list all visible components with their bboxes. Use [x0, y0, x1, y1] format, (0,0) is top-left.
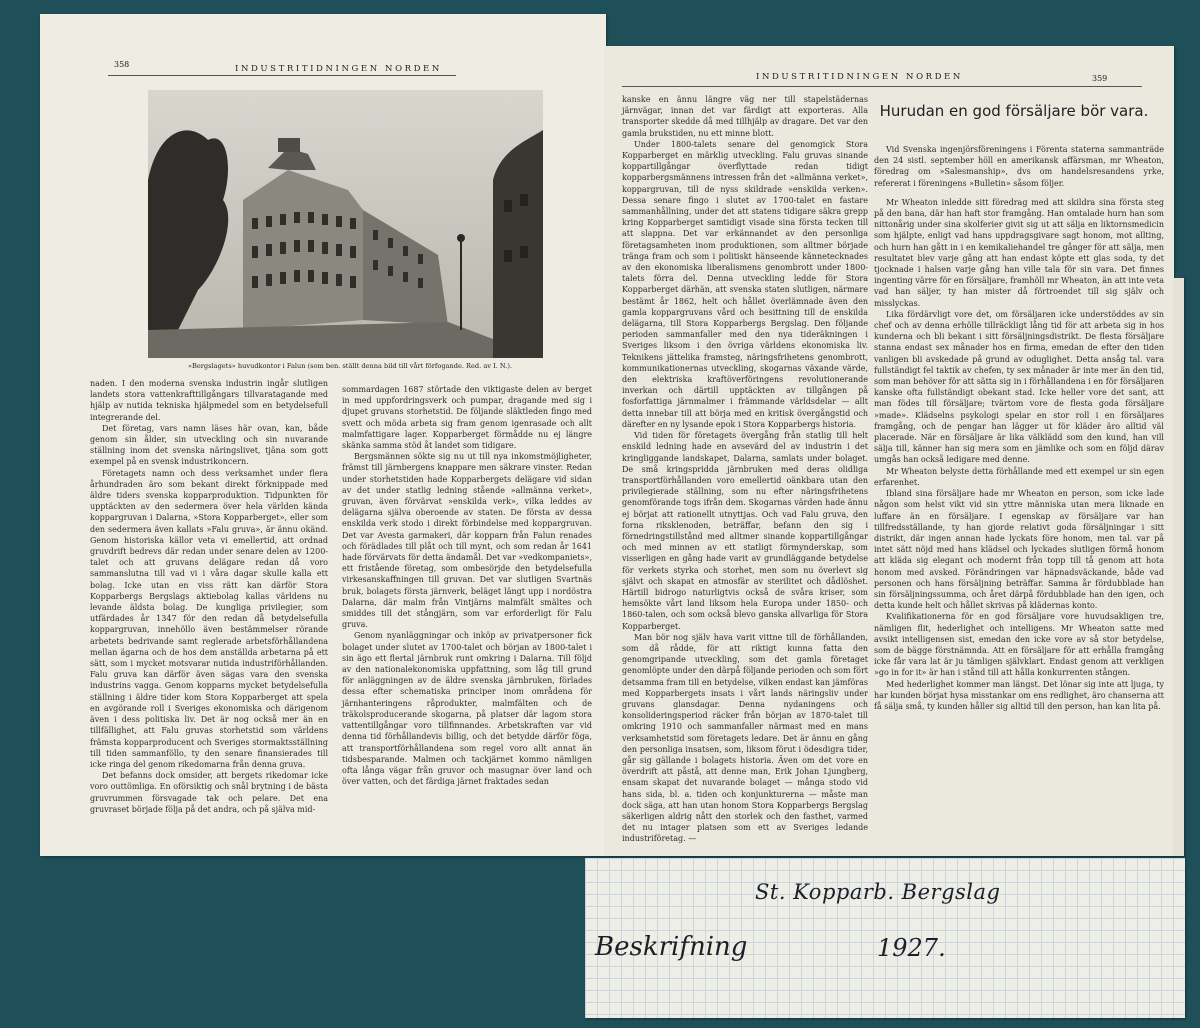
handwritten-year-note: 1927. [877, 934, 946, 962]
paragraph: Vid tiden för företagets övergång från statlig till helt enskild ledning hade en avsevärd del av industrin i det kringliggande landskapet, Dalarna, samlats under bolaget. De små kringspridda järnbruken med deras olidliga transportförhållanden voro emellertid oänkbara utan den privilegierade ställning, som nu efter näringsfrihetens genomförande togs ifrån dem. Skogarnas värden hade ännu ej börjat att rationellt utnyttjas. Och vad Falu gruva, den forna riksklenoden, beträffar, befann den sig i förnedringstillstånd med alltmer sinande koppartillgångar och med minnen av ett statligt förmynderskap, som visserligen en gång hade varit av grundläggande betydelse för verkets styrka och storhet, men som nu överlevt sig självt och skapat en atmosfär av sterilitet och dådlöshet. Härtill bidrogo naturligtvis också de svåra kriser, som hemsökte vårt land liksom hela Europa under 1850- och 1860-talen, och som också blevo ganska allvarliga för Stora Kopparberget. [622, 431, 868, 631]
left-page-column-1 [90, 378, 328, 818]
clipping-page-358 [40, 14, 606, 856]
paragraph: Mr Wheaton belyste detta förhållande med ett exempel ur sin egen erfarenhet. [874, 466, 1164, 487]
page-edge-strip [1174, 278, 1184, 856]
paragraph: Bergsmännen sökte sig nu ut till nya inkomstmöjligheter, främst till järnbergens knappare men säkrare vinster. Redan under storhetstiden hade Kopparbergets delägare vid sidan av det under statlig ledning stående »allmänna verket», gruvan, även förvärvat »enskilda verk», vilka leddes av delägarna själva oberoende av staten. De första av dessa enskilda verk stodo i direkt förbindelse med koppargruvan. Det var Avesta garmakeri, där kopparn från Falun renades och förädlades till plåt och till mynt, och som redan år 1641 hade förvärvats för detta ändamål. Det var »vedkompaniets», ett fristående företag, som ombesörjde den betydelsefulla virkesanskaffningen till gruvan. Det var slutligen Svartnäs bruk, bolagets första järnverk, beläget längt upp i nordöstra Dalarna, där malm från Vintjärns malmfält smältes och smiddes till det stångjärn, som var erforderligt för Falu gruva. [342, 452, 592, 630]
paragraph: Det befanns dock omsider, att bergets rikedomar icke voro outtömliga. En oförsiktig och snål brytning i de bästa gruvrummen försvagade tak och pelare. Det ena gruvraset började följa på det andra, och på själva mid- [90, 771, 328, 814]
middle-page-column-1 [622, 94, 868, 844]
paragraph: Genom nyanläggningar och inköp av privatpersoner fick bolaget under slutet av 1700-talet och början av 1800-talet i sin ägo ett flertal järnbruk runt omkring i Dalarna. Till följd av den nationalekonomiska uppfattning, som låg till grund för anläggningen av de äldre svenska järnbruken, förlades dessa efter schematiska principer inom områdena för järnhanteringens råprodukter, malmfälten och de träkolsproducerande skogarna, på platser där lagom stora vattentillgångar voro tillfinnandes. Arbetskraften var vid denna tid förhållandevis billig, och det betydde därför föga, att transportförhållandena som regel voro allt annat än tidsbesparande. Malmen och tackjärnet kommo nämligen ofta långa vägar från gruvor och masugnar över land och över vatten, och det färdiga järnet fraktades sedan [342, 631, 592, 787]
clipping-page-359 [606, 46, 1174, 856]
photo-illustration [148, 90, 543, 358]
paragraph: Vid Svenska ingenjörsföreningens i Förenta staterna sammanträde den 24 sistl. september höll en amerikansk affärsman, mr Wheaton, föredrag om »Salesmanship», dvs om handelsresandens yrke, refererat i föreningens »Bulletin» såsom följer. [874, 145, 1164, 188]
paragraph: Det företag, vars namn läses här ovan, kan, både genom sin ålder, sin utveckling och sin nuvarande ställning inom det svenska näringslivet, tjäna som gott exempel på en svensk industrikoncern. [90, 423, 328, 467]
paragraph: sommardagen 1687 störtade den viktigaste delen av berget in med uppfordringsverk och pumpar, dragande med sig i djupet gruvans storhetstid. De följande släktleden fingo med svett och möda arbeta sig fram genom igenrasade och allt malmfattigare lager. Kopparberget förmådde nu ej längre skänka samma stöd åt landet som tidigare. [342, 385, 592, 451]
paragraph: Lika fördärvligt vore det, om försäljaren icke understöddes av sin chef och av denna erhölle tillräckligt lång tid för att arbeta sig in hos kunderna och bli bekant i sitt försäljningsdistrikt. De flesta försäljare stanna endast sex månader hos en firma, emedan de efter den tiden vanligen bli avskedade på grund av oduglighet. Detta ansåg tal. vara fullständigt fel taktik av chefen, ty sex månader är inte mer än den tid, som man behöver för att sätta sig in i förhållandena i en för försäljaren kanske ofta fullständigt obekant stad. Icke heller vore det sant, att man födes till försäljare; tvärtom vore de flesta goda försäljare »made». Klädselns psykologi spelar en stor roll i en försäljares framgång, och de pengar han lägger ut för kläder äro alltid väl placerade. När en försäljare är lika välklädd som den kund, han vill sälja till, känner han sig mera som en jämlike och som en följd därav umgås han också ledigare med denne. [874, 309, 1164, 465]
paragraph: Företagets namn och dess verksamhet under flera århundraden äro som bekant direkt förknippade med äldre tiders svenska kopparproduktion. Tidpunkten för upptäckten av den sedermera över hela världen kända koppargruvan i Dalarna, »Stora Kopparberget», eller som den sedermera även kallats »Falu gruva», är ännu okänd. Genom historiska källor veta vi emellertid, att ordnad gruvdrift bedrevs där redan under senare delen av 1200-talet och att gruvans delägare redan då voro sammanslutna till vad vi i våra dagar skulle kalla ett bolag. Icke utan en viss rätt kan därför Stora Kopparbergs Bergslags aktiebolag kallas världens nu levande äldsta bolag. De kungliga privilegier, som utfärdades år 1347 för den redan då betydelsefulla koppargruvan, innehöllo även bestämmelser rörande arbetets bedrivande samt reglerade arbetsförhållandena mellan ägarna och de hos dem anställda arbetarna på ett sätt, som i mycket motsvarar nutida industriförhållanden. Falu gruva kan därför även sägas vara den svenska industrins vagga. Genom kopparns mycket betydelsefulla ställning i äldre tider kom Stora Kopparberget att spela en avgörande roll i Sveriges ekonomiska och därigenom även i dess politiska liv. Det är nog också mer än en tillfällighet, att Falu gruvas storhetstid som världens främsta kopparproducent och Sveriges stormaktsställning till tiden sammanföllo, ty den senare finansierades till icke ringa del genom rikedomarna från denna gruva. [90, 468, 328, 769]
header-rule-right [622, 86, 1142, 87]
left-page-column-2 [342, 384, 592, 787]
page-number-right: 359 [1092, 74, 1108, 83]
paragraph: Under 1800-talets senare del genomgick Stora Kopparberget en märklig utveckling. Falu gruvas sinande koppartillgångar överflyttade redan tidigt kopparbergsmännens intressen från det »allmänna verket», koppargruvan, till de nyss skildrade »enskilda verken». Dessa senare fingo i slutet av 1700-talet en fastare sammanhållning, under det att statens tidigare säkra grepp kring Kopparberget samtidigt visade sina första tecken till att slappna. Det var erkännandet av den personliga företagsamheten inom produktionen, som alltmer började tränga fram och som i politiskt hänseende kännetecknades av den ekonomiska liberalismens genombrott under 1800-talets förra del. Denna utveckling ledde för Stora Kopparberget därhän, att svenska staten slutligen, närmare bestämt år 1862, helt och hållet överlämnade även den gamla koppargruvans vård och besittning till de enskilda delägarna, till Stora Kopparbergs Bergslag. Den följande perioden sammanfaller med den nya tideräkningen i Sveriges liksom i den övriga världens ekonomiska liv. Teknikens jättelika framsteg, näringsfrihetens genombrott, kommunikationernas utveckling, skogarnas växande värde, den elektriska kraftöverföringens revolutionerande inverkan och därtill upptäckten av tillgången på fosforfattiga järnmalmer i främmande världsdelar — allt detta innebar till att börja med en kritisk övergångstid och därefter en ny lysande epok i Stora Kopparbergs historia. [622, 139, 868, 429]
page-number-left: 358 [114, 60, 130, 69]
bergslaget-headquarters-photo [148, 90, 543, 358]
paragraph: Mr Wheaton inledde sitt föredrag med att skildra sina första steg på den bana, där han haft stor framgång. Han omtalade hurn han som nittonårig under sina skolferier givit sig ut att sälja en liktornsmedicin som hjälpte, enligt vad hans uppdragsgivare sagt honom, mot allting, och hurn han gått in i en kemikaliehandel tre gånger för att sälja, men resultatet blev varje gång att han endast köpte ett glas soda, ty det tjocknade i halsen varje gång han ville tala för sin vara. Det finnes ingenting värre för en försäljare, framhöll mr Wheaton, än att inte veta vad han säljer, ty han mister då förtroendet till sig själv och misslyckas. [874, 197, 1164, 308]
middle-page-column-2 [874, 144, 1164, 844]
photo-caption: »Bergslagets» huvudkontor i Falun (som ben. ställt denna bild till vårt förfogande. Red. av I. N.). [187, 362, 512, 370]
paragraph: Kvalifikationerna för en god försäljare vore huvudsakligen tre, nämligen flit, hederlighet och intelligens. Mr Wheaton satte med avsikt intelligensen sist, emedan den icke vore av så stor betydelse, som de bägge förstnämnda. Att en försäljare för att erhålla framgång icke får vara lat är ju tämligen självklart. Endast genom att verkligen »go in for it» är han i stånd till att hålla konkurrenten stången. [874, 612, 1164, 678]
article-title: Hurudan en god försäljare bör vara. [879, 102, 1149, 120]
paragraph: Med hederlighet kommer man längst. Det lönar sig inte att ljuga, ty har kunden börjat hysa misstankar om ens redlighet, äro chanserna att få sälja små, ty kunden håller sig alltid till den person, han kan lita på. [874, 679, 1164, 711]
running-header-left: INDUSTRITIDNINGEN NORDEN [235, 64, 442, 74]
paragraph: Ibland sina försäljare hade mr Wheaton en person, som icke lade någon som helst vikt vid sin yttre människa utan mera liknade en luffare än en försäljare. I egenskap av försäljare var han tillfredsställande, ty han gjorde relativt goda försäljningar i sitt distrikt, där ingen annan hade lyckats före honom, men tal. var på intet sätt nöjd med hans klädsel och lyckades slutligen förmå honom att kläda sig elegant och modernt från topp till tå genom att hota honom med avsked. Förändringen var häpnadsväckande, både vad personen och hans försäljning beträffar. Samma år fördubblade han sin försäljningssumma, och året därpå fördubblade han den igen, och detta kunde helt och hållet skrivas på klädernas konto. [874, 489, 1164, 611]
paragraph: kanske en ännu längre väg ner till stapelstädernas järnvägar, innan det var färdigt att exporteras. Alla transporter skedde då med tillhjälp av dragare. Det var den gamla brukstiden, nu ett minne blott. [622, 95, 868, 138]
paragraph: Man bör nog själv hava varit vittne till de förhållanden, som då rådde, för att riktigt kunna fatta den genomgripande utveckling, som det gamla företaget genomlöpte under den därpå följande perioden och som fört detsamma fram till en betydelse, vilken endast kan jämföras med Kopparbergets insats i vårt lands näringsliv under gruvans glansdagar. Denna nydaningens och konsolideringsperiod räcker från början av 1870-talet till omkring 1910 och sammanfaller närmast med en mans verksamhetstid som företagets ledare. Det är ännu en gång den personliga insatsen, som, liksom förut i ödesdigra tider, går sig gällande i bolagets historia. Även om det vore en överdrift att påstå, att denne man, Erik Johan Ljungberg, ensam skapat det nuvarande bolaget — många stodo vid hans sida, bl. a. tiden och konjunkturerna — måste man dock säga, att han utan honom Stora Kopparbergs Bergslag säkerligen aldrig nått den storlek och den fasthet, varmed det nu intager platsen som ett av Sveriges ledande industriföretag. — [622, 632, 868, 844]
running-header-right: INDUSTRITIDNINGEN NORDEN [756, 72, 963, 82]
handwritten-index-card [585, 858, 1185, 1018]
handwritten-company-note: St. Kopparb. Bergslag [755, 880, 1001, 904]
paragraph: naden. I den moderna svenska industrin ingår slutligen landets stora vattenkrafttillgångars tillvaratagande med hjälp av nutida tekniska hjälpmedel som en betydelsefull integrerande del. [90, 379, 328, 422]
header-rule-left [108, 75, 456, 76]
handwritten-description-note: Beskrifning [595, 932, 748, 962]
